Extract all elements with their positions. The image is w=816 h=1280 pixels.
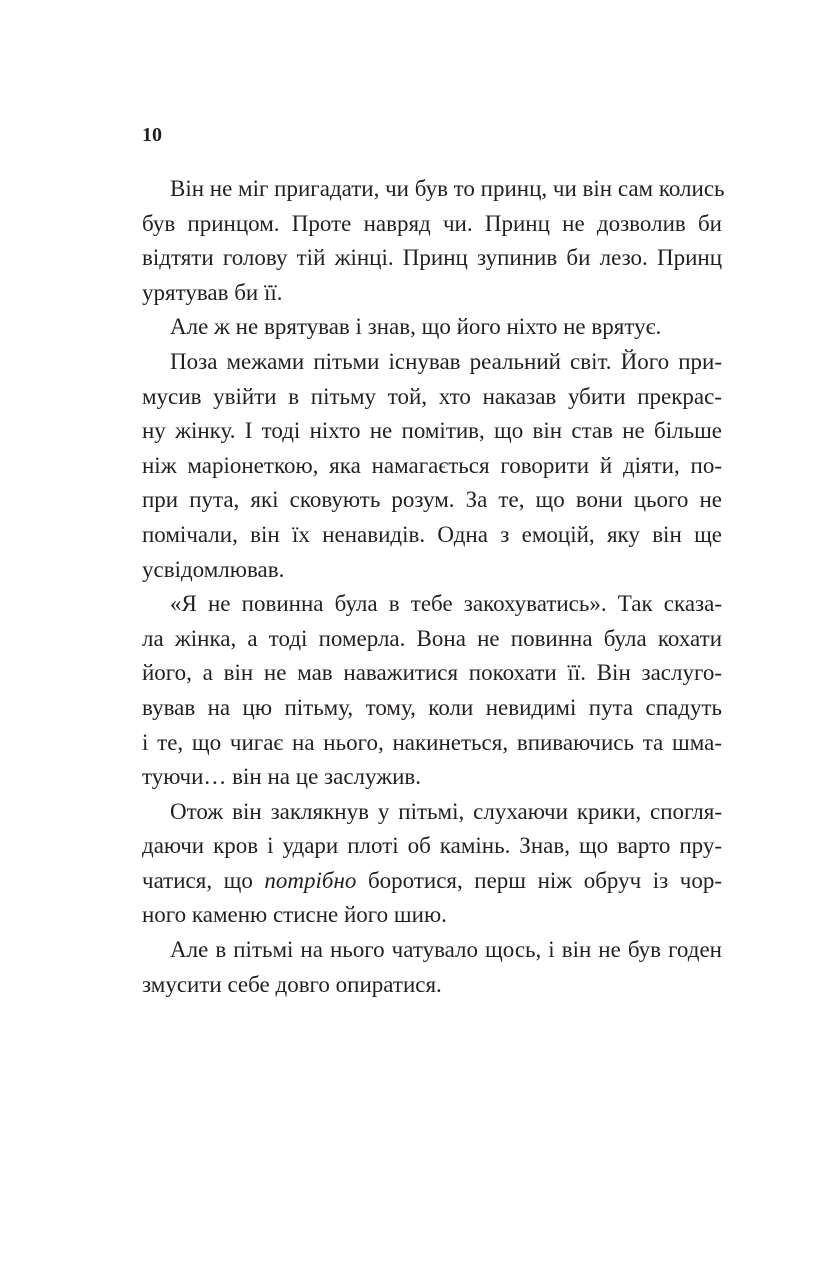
text-line: даючи кров і удари плоті об камінь. Знав, що варто пру- xyxy=(142,833,722,859)
text-line: ла жінка, а тоді померла. Вона не повинна була кохати xyxy=(142,625,722,651)
text-line: ного каменю стисне його шию. xyxy=(142,902,447,928)
text-line: відтяти голову тій жінці. Принц зупинив би лезо. Принц xyxy=(142,245,722,271)
text-line: ну жінку. І тоді ніхто не помітив, що він став не більше xyxy=(142,418,722,444)
body-text xyxy=(142,172,725,1002)
text-line: Поза межами пітьми існував реальний світ. Його при- xyxy=(170,348,722,374)
text-line: Отож він заклякнув у пітьмі, слухаючи крики, спогля- xyxy=(170,798,722,824)
text-line: і те, що чигає на нього, накинеться, впиваючись та шма- xyxy=(142,729,722,755)
text-line: туючи… він на це заслужив. xyxy=(142,764,422,790)
emphasis-word: потрібно xyxy=(264,867,357,893)
text-line: ніж маріонеткою, яка намагається говорити й діяти, по- xyxy=(142,452,722,478)
text-line: «Я не повинна була в тебе закохуватись». Так сказа- xyxy=(170,591,722,617)
text-line: змусити себе довго опиратися. xyxy=(142,971,442,997)
text-line: урятував би її. xyxy=(142,279,283,305)
page-number: 10 xyxy=(142,124,162,146)
text-line-emphasis xyxy=(142,864,722,899)
text-line: мусив увійти в пітьму той, хто наказав убити прекрас- xyxy=(142,383,722,409)
text-line: його, а він не мав наважитися покохати її. Він заслуго- xyxy=(142,660,722,686)
text-segment: боротися, перш ніж обруч із чор- xyxy=(356,867,722,893)
text-line: помічали, він їх ненавидів. Одна з емоцій, яку він ще xyxy=(142,521,722,547)
text-segment: чатися, що xyxy=(142,867,265,893)
text-line: Але в пітьмі на нього чатувало щось, і він не був годен xyxy=(170,937,722,963)
text-line: усвідомлював. xyxy=(142,556,285,582)
text-line: Але ж не врятував і знав, що його ніхто не врятує. xyxy=(170,314,662,340)
text-line: Він не міг пригадати, чи був то принц, чи він сам колись xyxy=(170,176,725,201)
text-line: був принцом. Проте навряд чи. Принц не дозволив би xyxy=(142,210,722,236)
text-line: при пута, які сковують розум. За те, що вони цього не xyxy=(142,487,722,513)
text-line: вував на цю пітьму, тому, коли невидимі пута спадуть xyxy=(142,694,722,720)
